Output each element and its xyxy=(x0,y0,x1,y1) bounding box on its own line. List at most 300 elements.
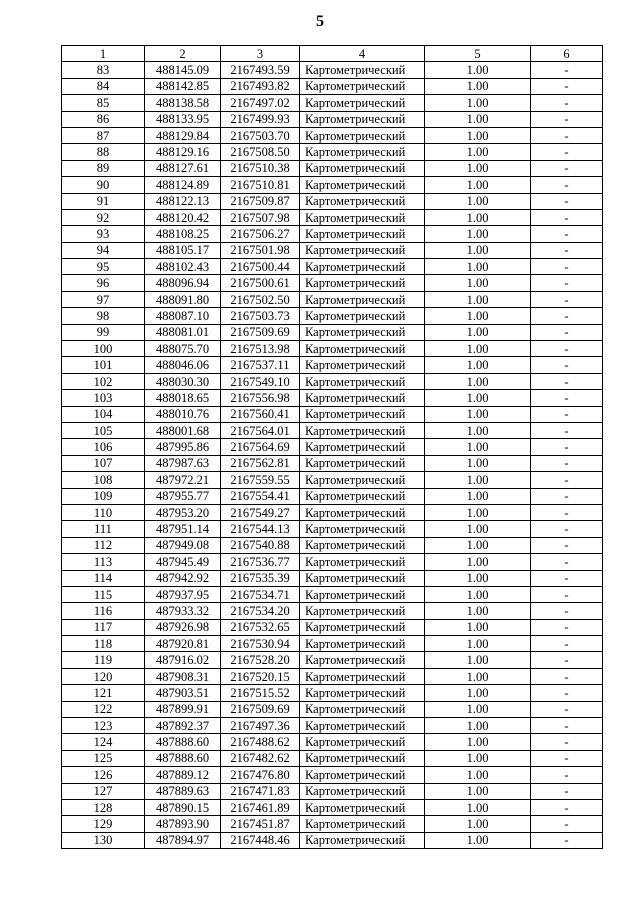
y-coordinate-cell: 2167562.81 xyxy=(221,455,300,471)
table-row xyxy=(62,685,603,701)
x-coordinate-cell: 487890.15 xyxy=(145,799,221,815)
method-cell: Картометрический xyxy=(300,816,425,832)
method-cell: Картометрический xyxy=(300,259,425,275)
accuracy-cell: 1.00 xyxy=(425,439,531,455)
table-row xyxy=(62,144,603,160)
note-cell: - xyxy=(531,78,603,94)
table-row xyxy=(62,701,603,717)
method-cell: Картометрический xyxy=(300,193,425,209)
point-number-cell: 87 xyxy=(62,127,145,143)
accuracy-cell: 1.00 xyxy=(425,406,531,422)
column-header: 4 xyxy=(300,46,425,62)
point-number-cell: 109 xyxy=(62,488,145,504)
table-row xyxy=(62,783,603,799)
note-cell: - xyxy=(531,324,603,340)
y-coordinate-cell: 2167507.98 xyxy=(221,209,300,225)
accuracy-cell: 1.00 xyxy=(425,275,531,291)
method-cell: Картометрический xyxy=(300,603,425,619)
note-cell: - xyxy=(531,308,603,324)
method-cell: Картометрический xyxy=(300,636,425,652)
method-cell: Картометрический xyxy=(300,62,425,78)
accuracy-cell: 1.00 xyxy=(425,799,531,815)
note-cell: - xyxy=(531,537,603,553)
accuracy-cell: 1.00 xyxy=(425,832,531,848)
table-row xyxy=(62,160,603,176)
y-coordinate-cell: 2167544.13 xyxy=(221,521,300,537)
method-cell: Картометрический xyxy=(300,718,425,734)
note-cell: - xyxy=(531,406,603,422)
method-cell: Картометрический xyxy=(300,570,425,586)
point-number-cell: 125 xyxy=(62,750,145,766)
point-number-cell: 85 xyxy=(62,95,145,111)
method-cell: Картометрический xyxy=(300,160,425,176)
method-cell: Картометрический xyxy=(300,554,425,570)
table-row xyxy=(62,570,603,586)
table-row xyxy=(62,357,603,373)
x-coordinate-cell: 488108.25 xyxy=(145,226,221,242)
table-row xyxy=(62,226,603,242)
table-row xyxy=(62,472,603,488)
table-row xyxy=(62,586,603,602)
accuracy-cell: 1.00 xyxy=(425,816,531,832)
x-coordinate-cell: 487893.90 xyxy=(145,816,221,832)
y-coordinate-cell: 2167488.62 xyxy=(221,734,300,750)
y-coordinate-cell: 2167528.20 xyxy=(221,652,300,668)
accuracy-cell: 1.00 xyxy=(425,521,531,537)
y-coordinate-cell: 2167503.73 xyxy=(221,308,300,324)
method-cell: Картометрический xyxy=(300,209,425,225)
method-cell: Картометрический xyxy=(300,390,425,406)
note-cell: - xyxy=(531,504,603,520)
table-row xyxy=(62,127,603,143)
note-cell: - xyxy=(531,472,603,488)
method-cell: Картометрический xyxy=(300,750,425,766)
note-cell: - xyxy=(531,521,603,537)
column-header: 5 xyxy=(425,46,531,62)
note-cell: - xyxy=(531,701,603,717)
accuracy-cell: 1.00 xyxy=(425,685,531,701)
y-coordinate-cell: 2167556.98 xyxy=(221,390,300,406)
note-cell: - xyxy=(531,652,603,668)
point-number-cell: 130 xyxy=(62,832,145,848)
point-number-cell: 90 xyxy=(62,177,145,193)
accuracy-cell: 1.00 xyxy=(425,341,531,357)
y-coordinate-cell: 2167534.71 xyxy=(221,586,300,602)
method-cell: Картометрический xyxy=(300,177,425,193)
y-coordinate-cell: 2167497.36 xyxy=(221,718,300,734)
accuracy-cell: 1.00 xyxy=(425,554,531,570)
accuracy-cell: 1.00 xyxy=(425,209,531,225)
method-cell: Картометрический xyxy=(300,242,425,258)
accuracy-cell: 1.00 xyxy=(425,455,531,471)
accuracy-cell: 1.00 xyxy=(425,62,531,78)
point-number-cell: 95 xyxy=(62,259,145,275)
x-coordinate-cell: 487995.86 xyxy=(145,439,221,455)
table-row xyxy=(62,390,603,406)
table-row xyxy=(62,504,603,520)
note-cell: - xyxy=(531,685,603,701)
note-cell: - xyxy=(531,603,603,619)
note-cell: - xyxy=(531,259,603,275)
note-cell: - xyxy=(531,275,603,291)
note-cell: - xyxy=(531,160,603,176)
y-coordinate-cell: 2167513.98 xyxy=(221,341,300,357)
table-row xyxy=(62,308,603,324)
note-cell: - xyxy=(531,455,603,471)
table-row xyxy=(62,177,603,193)
table-row xyxy=(62,767,603,783)
y-coordinate-cell: 2167537.11 xyxy=(221,357,300,373)
method-cell: Картометрический xyxy=(300,455,425,471)
point-number-cell: 93 xyxy=(62,226,145,242)
x-coordinate-cell: 487987.63 xyxy=(145,455,221,471)
table-row xyxy=(62,193,603,209)
table-row xyxy=(62,816,603,832)
accuracy-cell: 1.00 xyxy=(425,701,531,717)
x-coordinate-cell: 488138.58 xyxy=(145,95,221,111)
note-cell: - xyxy=(531,193,603,209)
table-row xyxy=(62,209,603,225)
method-cell: Картометрический xyxy=(300,341,425,357)
y-coordinate-cell: 2167530.94 xyxy=(221,636,300,652)
method-cell: Картометрический xyxy=(300,472,425,488)
coordinates-table xyxy=(61,45,603,849)
point-number-cell: 86 xyxy=(62,111,145,127)
point-number-cell: 118 xyxy=(62,636,145,652)
note-cell: - xyxy=(531,816,603,832)
note-cell: - xyxy=(531,62,603,78)
column-header: 2 xyxy=(145,46,221,62)
point-number-cell: 120 xyxy=(62,668,145,684)
y-coordinate-cell: 2167510.38 xyxy=(221,160,300,176)
table-row xyxy=(62,734,603,750)
point-number-cell: 84 xyxy=(62,78,145,94)
method-cell: Картометрический xyxy=(300,78,425,94)
accuracy-cell: 1.00 xyxy=(425,718,531,734)
point-number-cell: 102 xyxy=(62,373,145,389)
y-coordinate-cell: 2167564.69 xyxy=(221,439,300,455)
x-coordinate-cell: 487899.91 xyxy=(145,701,221,717)
accuracy-cell: 1.00 xyxy=(425,111,531,127)
note-cell: - xyxy=(531,586,603,602)
note-cell: - xyxy=(531,95,603,111)
point-number-cell: 108 xyxy=(62,472,145,488)
accuracy-cell: 1.00 xyxy=(425,619,531,635)
note-cell: - xyxy=(531,488,603,504)
note-cell: - xyxy=(531,144,603,160)
point-number-cell: 116 xyxy=(62,603,145,619)
y-coordinate-cell: 2167509.69 xyxy=(221,324,300,340)
accuracy-cell: 1.00 xyxy=(425,537,531,553)
x-coordinate-cell: 487945.49 xyxy=(145,554,221,570)
point-number-cell: 111 xyxy=(62,521,145,537)
note-cell: - xyxy=(531,177,603,193)
point-number-cell: 113 xyxy=(62,554,145,570)
x-coordinate-cell: 487951.14 xyxy=(145,521,221,537)
x-coordinate-cell: 487926.98 xyxy=(145,619,221,635)
method-cell: Картометрический xyxy=(300,439,425,455)
x-coordinate-cell: 487894.97 xyxy=(145,832,221,848)
table-row xyxy=(62,636,603,652)
x-coordinate-cell: 487949.08 xyxy=(145,537,221,553)
point-number-cell: 104 xyxy=(62,406,145,422)
x-coordinate-cell: 487908.31 xyxy=(145,668,221,684)
method-cell: Картометрический xyxy=(300,685,425,701)
table-row xyxy=(62,668,603,684)
method-cell: Картометрический xyxy=(300,734,425,750)
method-cell: Картометрический xyxy=(300,799,425,815)
table-row xyxy=(62,95,603,111)
x-coordinate-cell: 487972.21 xyxy=(145,472,221,488)
y-coordinate-cell: 2167503.70 xyxy=(221,127,300,143)
y-coordinate-cell: 2167515.52 xyxy=(221,685,300,701)
method-cell: Картометрический xyxy=(300,668,425,684)
accuracy-cell: 1.00 xyxy=(425,95,531,111)
accuracy-cell: 1.00 xyxy=(425,144,531,160)
note-cell: - xyxy=(531,242,603,258)
note-cell: - xyxy=(531,570,603,586)
y-coordinate-cell: 2167500.44 xyxy=(221,259,300,275)
x-coordinate-cell: 487937.95 xyxy=(145,586,221,602)
column-header: 1 xyxy=(62,46,145,62)
x-coordinate-cell: 487888.60 xyxy=(145,734,221,750)
table-body xyxy=(62,62,603,849)
x-coordinate-cell: 488096.94 xyxy=(145,275,221,291)
method-cell: Картометрический xyxy=(300,144,425,160)
table-row xyxy=(62,259,603,275)
y-coordinate-cell: 2167549.10 xyxy=(221,373,300,389)
table-row xyxy=(62,521,603,537)
table-row xyxy=(62,718,603,734)
note-cell: - xyxy=(531,636,603,652)
point-number-cell: 115 xyxy=(62,586,145,602)
accuracy-cell: 1.00 xyxy=(425,472,531,488)
accuracy-cell: 1.00 xyxy=(425,783,531,799)
accuracy-cell: 1.00 xyxy=(425,193,531,209)
table-row xyxy=(62,373,603,389)
x-coordinate-cell: 487920.81 xyxy=(145,636,221,652)
method-cell: Картометрический xyxy=(300,619,425,635)
accuracy-cell: 1.00 xyxy=(425,767,531,783)
y-coordinate-cell: 2167549.27 xyxy=(221,504,300,520)
x-coordinate-cell: 488075.70 xyxy=(145,341,221,357)
accuracy-cell: 1.00 xyxy=(425,636,531,652)
y-coordinate-cell: 2167493.59 xyxy=(221,62,300,78)
note-cell: - xyxy=(531,799,603,815)
point-number-cell: 114 xyxy=(62,570,145,586)
y-coordinate-cell: 2167500.61 xyxy=(221,275,300,291)
x-coordinate-cell: 488081.01 xyxy=(145,324,221,340)
accuracy-cell: 1.00 xyxy=(425,668,531,684)
accuracy-cell: 1.00 xyxy=(425,78,531,94)
x-coordinate-cell: 488127.61 xyxy=(145,160,221,176)
column-header: 6 xyxy=(531,46,603,62)
y-coordinate-cell: 2167471.83 xyxy=(221,783,300,799)
page-number: 5 xyxy=(316,13,324,30)
x-coordinate-cell: 488133.95 xyxy=(145,111,221,127)
header-row xyxy=(62,46,603,62)
x-coordinate-cell: 487903.51 xyxy=(145,685,221,701)
x-coordinate-cell: 487892.37 xyxy=(145,718,221,734)
accuracy-cell: 1.00 xyxy=(425,652,531,668)
table-row xyxy=(62,406,603,422)
table-row xyxy=(62,554,603,570)
table-row xyxy=(62,619,603,635)
accuracy-cell: 1.00 xyxy=(425,291,531,307)
accuracy-cell: 1.00 xyxy=(425,488,531,504)
point-number-cell: 107 xyxy=(62,455,145,471)
accuracy-cell: 1.00 xyxy=(425,390,531,406)
x-coordinate-cell: 488120.42 xyxy=(145,209,221,225)
method-cell: Картометрический xyxy=(300,275,425,291)
y-coordinate-cell: 2167560.41 xyxy=(221,406,300,422)
y-coordinate-cell: 2167476.80 xyxy=(221,767,300,783)
point-number-cell: 99 xyxy=(62,324,145,340)
point-number-cell: 121 xyxy=(62,685,145,701)
y-coordinate-cell: 2167482.62 xyxy=(221,750,300,766)
note-cell: - xyxy=(531,111,603,127)
method-cell: Картометрический xyxy=(300,537,425,553)
accuracy-cell: 1.00 xyxy=(425,357,531,373)
note-cell: - xyxy=(531,341,603,357)
note-cell: - xyxy=(531,127,603,143)
point-number-cell: 92 xyxy=(62,209,145,225)
y-coordinate-cell: 2167499.93 xyxy=(221,111,300,127)
point-number-cell: 112 xyxy=(62,537,145,553)
table-row xyxy=(62,488,603,504)
point-number-cell: 96 xyxy=(62,275,145,291)
point-number-cell: 103 xyxy=(62,390,145,406)
note-cell: - xyxy=(531,619,603,635)
point-number-cell: 110 xyxy=(62,504,145,520)
x-coordinate-cell: 487953.20 xyxy=(145,504,221,520)
note-cell: - xyxy=(531,390,603,406)
point-number-cell: 91 xyxy=(62,193,145,209)
note-cell: - xyxy=(531,767,603,783)
table-row xyxy=(62,242,603,258)
note-cell: - xyxy=(531,209,603,225)
point-number-cell: 88 xyxy=(62,144,145,160)
note-cell: - xyxy=(531,422,603,438)
note-cell: - xyxy=(531,373,603,389)
point-number-cell: 105 xyxy=(62,422,145,438)
table-row xyxy=(62,750,603,766)
method-cell: Картометрический xyxy=(300,521,425,537)
method-cell: Картометрический xyxy=(300,111,425,127)
point-number-cell: 97 xyxy=(62,291,145,307)
note-cell: - xyxy=(531,357,603,373)
y-coordinate-cell: 2167540.88 xyxy=(221,537,300,553)
note-cell: - xyxy=(531,226,603,242)
table-row xyxy=(62,652,603,668)
accuracy-cell: 1.00 xyxy=(425,750,531,766)
method-cell: Картометрический xyxy=(300,324,425,340)
accuracy-cell: 1.00 xyxy=(425,570,531,586)
accuracy-cell: 1.00 xyxy=(425,586,531,602)
table-row xyxy=(62,422,603,438)
method-cell: Картометрический xyxy=(300,127,425,143)
note-cell: - xyxy=(531,668,603,684)
table-row xyxy=(62,341,603,357)
y-coordinate-cell: 2167520.15 xyxy=(221,668,300,684)
x-coordinate-cell: 487955.77 xyxy=(145,488,221,504)
accuracy-cell: 1.00 xyxy=(425,504,531,520)
method-cell: Картометрический xyxy=(300,95,425,111)
table-row xyxy=(62,275,603,291)
table-row xyxy=(62,62,603,78)
note-cell: - xyxy=(531,734,603,750)
point-number-cell: 126 xyxy=(62,767,145,783)
y-coordinate-cell: 2167493.82 xyxy=(221,78,300,94)
accuracy-cell: 1.00 xyxy=(425,373,531,389)
x-coordinate-cell: 488122.13 xyxy=(145,193,221,209)
x-coordinate-cell: 488001.68 xyxy=(145,422,221,438)
method-cell: Картометрический xyxy=(300,373,425,389)
accuracy-cell: 1.00 xyxy=(425,259,531,275)
point-number-cell: 106 xyxy=(62,439,145,455)
x-coordinate-cell: 488087.10 xyxy=(145,308,221,324)
y-coordinate-cell: 2167534.20 xyxy=(221,603,300,619)
point-number-cell: 101 xyxy=(62,357,145,373)
x-coordinate-cell: 488102.43 xyxy=(145,259,221,275)
note-cell: - xyxy=(531,439,603,455)
point-number-cell: 89 xyxy=(62,160,145,176)
table-row xyxy=(62,439,603,455)
method-cell: Картометрический xyxy=(300,422,425,438)
y-coordinate-cell: 2167564.01 xyxy=(221,422,300,438)
accuracy-cell: 1.00 xyxy=(425,177,531,193)
point-number-cell: 129 xyxy=(62,816,145,832)
x-coordinate-cell: 488129.84 xyxy=(145,127,221,143)
y-coordinate-cell: 2167509.69 xyxy=(221,701,300,717)
point-number-cell: 122 xyxy=(62,701,145,717)
table-row xyxy=(62,455,603,471)
point-number-cell: 117 xyxy=(62,619,145,635)
method-cell: Картометрический xyxy=(300,291,425,307)
y-coordinate-cell: 2167559.55 xyxy=(221,472,300,488)
x-coordinate-cell: 487933.32 xyxy=(145,603,221,619)
method-cell: Картометрический xyxy=(300,652,425,668)
table-row xyxy=(62,603,603,619)
accuracy-cell: 1.00 xyxy=(425,226,531,242)
y-coordinate-cell: 2167497.02 xyxy=(221,95,300,111)
point-number-cell: 123 xyxy=(62,718,145,734)
point-number-cell: 119 xyxy=(62,652,145,668)
method-cell: Картометрический xyxy=(300,406,425,422)
point-number-cell: 128 xyxy=(62,799,145,815)
point-number-cell: 83 xyxy=(62,62,145,78)
accuracy-cell: 1.00 xyxy=(425,127,531,143)
y-coordinate-cell: 2167502.50 xyxy=(221,291,300,307)
accuracy-cell: 1.00 xyxy=(425,324,531,340)
note-cell: - xyxy=(531,718,603,734)
table-row xyxy=(62,324,603,340)
accuracy-cell: 1.00 xyxy=(425,308,531,324)
x-coordinate-cell: 487916.02 xyxy=(145,652,221,668)
x-coordinate-cell: 487889.63 xyxy=(145,783,221,799)
x-coordinate-cell: 488010.76 xyxy=(145,406,221,422)
y-coordinate-cell: 2167451.87 xyxy=(221,816,300,832)
x-coordinate-cell: 488145.09 xyxy=(145,62,221,78)
method-cell: Картометрический xyxy=(300,226,425,242)
accuracy-cell: 1.00 xyxy=(425,422,531,438)
method-cell: Картометрический xyxy=(300,488,425,504)
method-cell: Картометрический xyxy=(300,832,425,848)
x-coordinate-cell: 488124.89 xyxy=(145,177,221,193)
y-coordinate-cell: 2167535.39 xyxy=(221,570,300,586)
y-coordinate-cell: 2167510.81 xyxy=(221,177,300,193)
method-cell: Картометрический xyxy=(300,701,425,717)
